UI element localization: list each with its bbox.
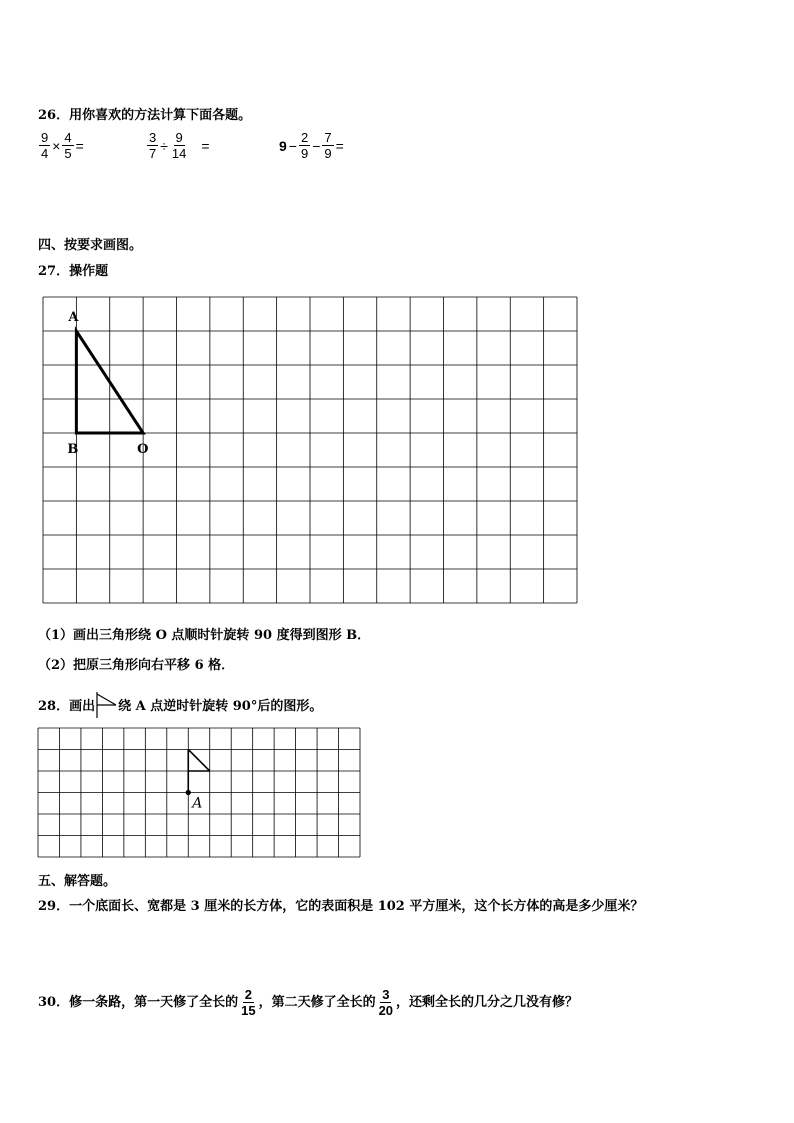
q27-grid[interactable] (43, 297, 577, 603)
fraction: $\frac{3}{20}$ (378, 987, 394, 1018)
q27-task-2: （2）把原三角形向右平移 6 格． (38, 658, 235, 673)
vertex-label-a: A (68, 310, 79, 325)
point-a (186, 790, 191, 795)
vertex-label-o: O (137, 442, 149, 457)
q26-expression-3: 9 − $\frac{2}{9}$ − $\frac{7}{9}$ = (279, 130, 344, 161)
fraction: $\frac{3}{7}$ (149, 130, 157, 161)
grid-lines (43, 297, 577, 603)
q28-grid[interactable] (38, 728, 360, 857)
q29-text: 29．一个底面长、宽都是 3 厘米的长方体，它的表面积是 102 平方厘米，这个长方体的高是多少厘米？ (38, 899, 644, 914)
section-4-title: 四、按要求画图。 (38, 238, 143, 253)
q26-expression-2: $\frac{3}{7}$ ÷ $\frac{9}{14}$ = (149, 130, 210, 161)
grid-lines (38, 728, 360, 857)
fraction: $\frac{7}{9}$ (324, 130, 332, 161)
fraction: $\frac{4}{5}$ (64, 130, 72, 161)
fraction: $\frac{9}{14}$ (171, 130, 187, 161)
flag-diagonal (188, 750, 209, 772)
q27-task-1: （1）画出三角形绕 O 点顺时针旋转 90 度得到图形 B． (38, 628, 371, 643)
q30-text: 30．修一条路，第一天修了全长的 $\frac{2}{15}$ ，第二天修了全长的 $\frac{3}{20}$ ，还剩全长的几分之几没有修？ (38, 987, 579, 1018)
q27-title: 27．操作题 (38, 264, 109, 279)
fraction: $\frac{9}{4}$ (41, 130, 49, 161)
flag-shape-icon (96, 692, 118, 718)
q26-title: 26．用你喜欢的方法计算下面各题。 (38, 108, 252, 123)
vertex-label-b: B (67, 442, 79, 457)
fraction: $\frac{2}{15}$ (241, 987, 256, 1018)
q28-title: 28．画出 绕 A 点逆时针旋转 90°后的图形。 (38, 692, 322, 718)
section-5-title: 五、解答题。 (38, 874, 117, 889)
fraction: $\frac{2}{9}$ (300, 130, 309, 161)
q26-expression-1: $\frac{9}{4}$ × $\frac{4}{5}$ = (41, 130, 84, 161)
point-label-a: A (192, 795, 203, 812)
